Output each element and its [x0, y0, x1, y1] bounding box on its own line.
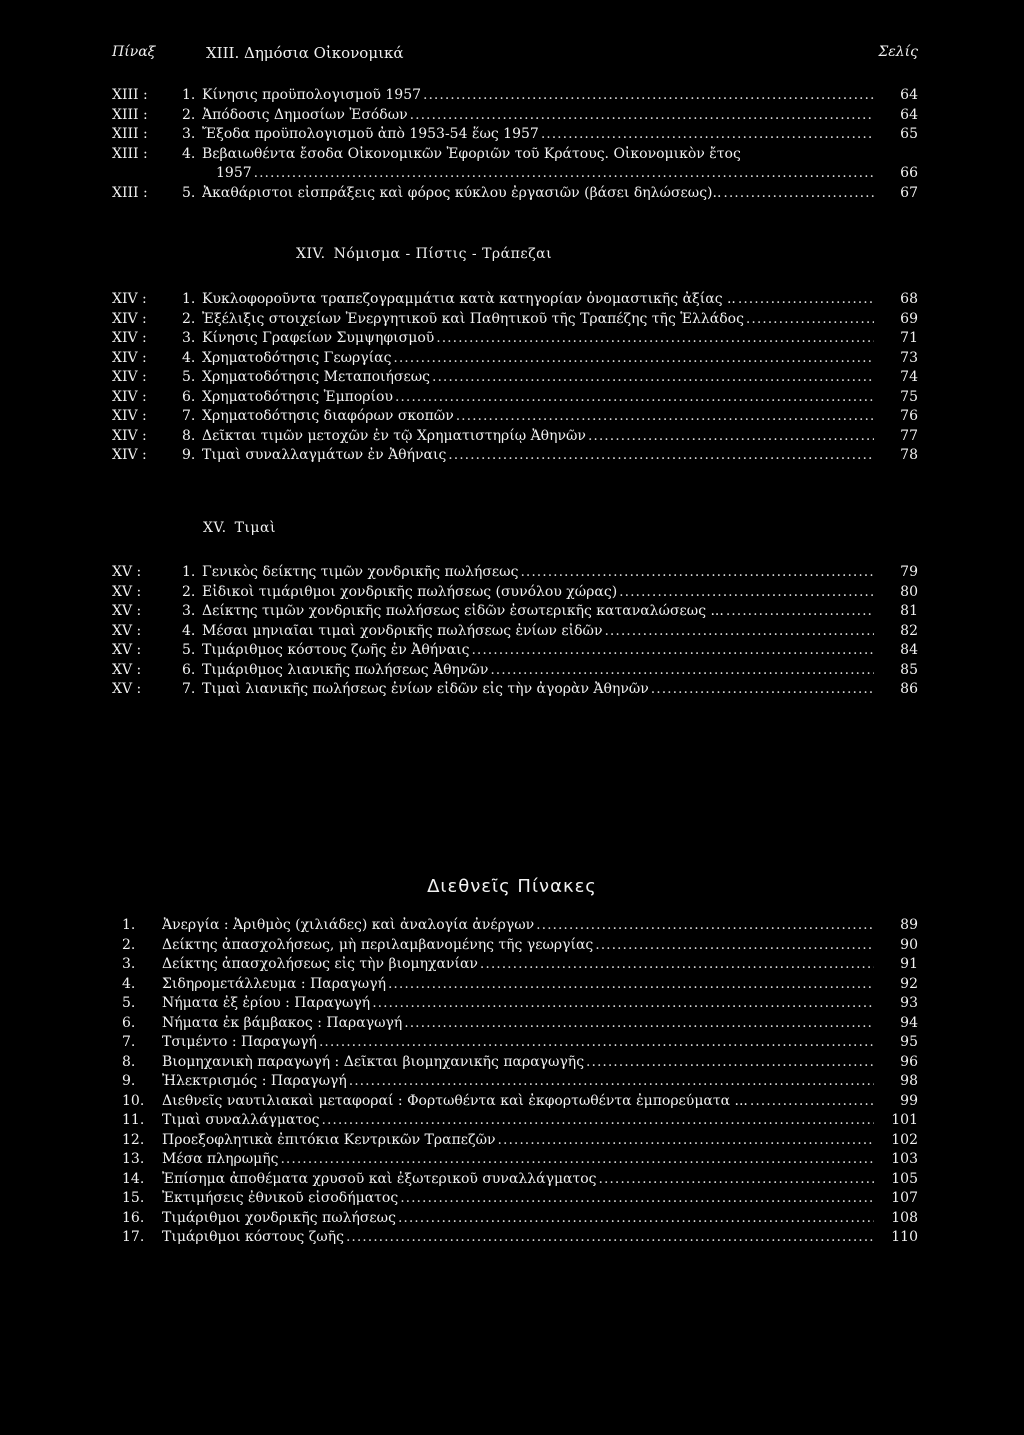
toc-entry — [122, 1111, 918, 1131]
entry-title: Τιμάριθμοι κόστους ζωῆς — [162, 1229, 344, 1245]
entry-number: 3. — [182, 126, 196, 142]
entry-page-number: 82 — [900, 622, 918, 639]
toc-entry — [112, 641, 918, 661]
toc-entry — [122, 1072, 918, 1092]
toc-entry — [112, 310, 918, 330]
section-xiv-heading: Νόμισμα - Πίστις - Τράπεζαι — [333, 246, 553, 262]
entry-page-number: 66 — [900, 165, 918, 181]
page-header — [112, 44, 918, 68]
dot-leader — [586, 1053, 874, 1072]
section-xiv-number: XIV. — [296, 246, 326, 262]
entry-title: Ἠλεκτρισμός : Παραγωγή — [162, 1073, 347, 1089]
entry-body — [216, 164, 874, 183]
entry-page-number: 102 — [891, 1131, 918, 1148]
entry-page-number: 90 — [900, 936, 918, 953]
section-xiv-list — [112, 290, 918, 466]
entry-number: 1. — [182, 291, 196, 307]
toc-entry — [112, 329, 918, 349]
entry-page-number: 110 — [891, 1229, 918, 1245]
entry-body — [162, 1170, 874, 1189]
entry-number: 6. — [122, 1014, 136, 1031]
entry-title: Εἰδικοὶ τιμάριθμοι χονδρικῆς πωλήσεως (συνόλου χώρας) — [202, 583, 618, 600]
entry-number: 9. — [122, 1073, 136, 1089]
toc-entry — [122, 1150, 918, 1170]
entry-number: 17. — [122, 1229, 145, 1245]
toc-entry — [122, 1131, 918, 1151]
entry-body — [202, 407, 874, 426]
entry-page-number: 73 — [900, 349, 918, 366]
toc-entry — [122, 1092, 918, 1112]
entry-page-number: 94 — [900, 1014, 918, 1031]
entry-body — [162, 975, 874, 994]
dot-leader — [750, 1092, 874, 1111]
dot-leader — [498, 1131, 874, 1150]
entry-page-number: 107 — [891, 1190, 918, 1206]
dot-leader — [395, 388, 874, 407]
toc-entry — [112, 583, 918, 603]
table-code: XIII : — [112, 87, 148, 103]
toc-entry — [122, 1014, 918, 1034]
entry-title: Ἐπίσημα ἀποθέματα χρυσοῦ καὶ ἐξωτερικοῦ συναλλάγματος — [162, 1170, 597, 1187]
dot-leader — [372, 994, 874, 1013]
entry-title: Ἀκαθάριστοι εἰσπράξεις καὶ φόρος κύκλου ἐργασιῶν (βάσει δηλώσεως).. — [202, 184, 722, 201]
toc-entry — [122, 1053, 918, 1073]
entry-title: Τιμάριθμος λιανικῆς πωλήσεως Ἀθηνῶν — [202, 661, 489, 678]
dot-leader — [604, 622, 874, 641]
toc-entry — [112, 602, 918, 622]
dot-leader — [536, 916, 874, 935]
entry-title: Μέσα πληρωμῆς — [162, 1151, 279, 1167]
toc-entry — [112, 106, 918, 126]
entry-title: Δείκτης ἀπασχολήσεως, μὴ περιλαμβανομένης τῆς γεωργίας — [162, 936, 594, 953]
entry-body — [162, 994, 874, 1013]
dot-leader — [319, 1033, 874, 1052]
header-table-label: Πίναξ — [112, 44, 156, 60]
entry-title: Τιμαὶ συναλλάγματος — [162, 1112, 320, 1128]
dot-leader — [432, 368, 874, 387]
dot-leader — [393, 349, 874, 368]
entry-body — [202, 641, 874, 660]
entry-page-number: 64 — [900, 106, 918, 123]
entry-page-number: 71 — [900, 330, 918, 346]
toc-entry — [112, 184, 918, 204]
dot-leader — [280, 1150, 874, 1169]
entry-title: Τσιμέντο : Παραγωγή — [162, 1034, 317, 1050]
toc-entry — [122, 916, 918, 936]
entry-body — [162, 1111, 874, 1130]
dot-leader — [398, 1209, 874, 1228]
entry-page-number: 95 — [900, 1034, 918, 1050]
dot-leader — [254, 164, 874, 183]
entry-number: 15. — [122, 1190, 145, 1206]
toc-entry — [112, 86, 918, 106]
dot-leader — [471, 641, 874, 660]
header-page-label: Σελίς — [878, 44, 918, 60]
table-code: XV : — [112, 661, 142, 678]
dot-leader — [595, 936, 874, 955]
entry-title: Ἀπόδοσις Δημοσίων Ἐσόδων — [202, 106, 408, 123]
entry-number: 7. — [122, 1034, 136, 1050]
entry-page-number: 99 — [900, 1092, 918, 1109]
entry-title: Μέσαι μηνιαῖαι τιμαὶ χονδρικῆς πωλήσεως ἐνίων εἰδῶν — [202, 622, 603, 639]
entry-page-number: 65 — [900, 126, 918, 142]
entry-page-number: 74 — [900, 369, 918, 385]
entry-number: 16. — [122, 1209, 145, 1226]
dot-leader — [619, 583, 874, 602]
entry-title: Δείκτης τιμῶν χονδρικῆς πωλήσεως εἰδῶν ἐσωτερικῆς καταναλώσεως ... — [202, 603, 724, 619]
table-code: XV : — [112, 603, 142, 619]
entry-body — [202, 290, 874, 309]
entry-page-number: 93 — [900, 995, 918, 1011]
entry-body — [162, 1209, 874, 1228]
entry-body — [202, 388, 874, 407]
entry-body — [202, 446, 874, 465]
entry-body — [162, 1131, 874, 1150]
entry-number: 5. — [182, 184, 196, 201]
entry-number: 4. — [182, 145, 196, 162]
entry-number: 4. — [182, 349, 196, 366]
table-code: XIV : — [112, 408, 147, 424]
entry-number: 6. — [182, 388, 196, 405]
entry-title: Σιδηρομετάλλευμα : Παραγωγή — [162, 975, 386, 992]
table-code: XIV : — [112, 349, 147, 366]
toc-entry — [112, 125, 918, 145]
entry-number: 3. — [182, 603, 196, 619]
entry-body — [202, 661, 874, 680]
toc-entry — [112, 368, 918, 388]
entry-title: Ἔξοδα προϋπολογισμοῦ ἀπὸ 1953-54 ἕως 1957 — [202, 126, 539, 142]
entry-body — [202, 368, 874, 387]
table-code: XIV : — [112, 447, 147, 463]
entry-body — [202, 680, 874, 699]
entry-title: Χρηματοδότησις Ἐμπορίου — [202, 388, 393, 405]
entry-title: Βεβαιωθέντα ἔσοδα Οἰκονομικῶν Ἐφοριῶν τοῦ Κράτους. Οἰκονομικὸν ἔτος — [202, 145, 741, 162]
table-code: XIII : — [112, 126, 148, 142]
entry-body — [202, 349, 874, 368]
table-code: XIV : — [112, 388, 147, 405]
dot-leader — [388, 975, 874, 994]
entry-number: 7. — [182, 408, 196, 424]
entry-page-number: 92 — [900, 975, 918, 992]
entry-body — [162, 1092, 874, 1111]
table-code: XIV : — [112, 310, 147, 327]
toc-entry — [112, 622, 918, 642]
entry-body — [202, 622, 874, 641]
dot-leader — [346, 1228, 874, 1247]
entry-number: 5. — [182, 369, 196, 385]
dot-leader — [400, 1189, 874, 1208]
section-xv-heading: Τιμαὶ — [234, 520, 276, 536]
entry-body — [202, 563, 874, 582]
entry-body — [162, 936, 874, 955]
toc-entry — [122, 1033, 918, 1053]
entry-page-number: 80 — [900, 583, 918, 600]
table-code: XV : — [112, 583, 142, 600]
dot-leader — [436, 329, 874, 348]
header-section-title: XIII. Δημόσια Οἰκονομικά — [206, 44, 404, 62]
entry-title: Ἐκτιμήσεις ἐθνικοῦ εἰσοδήματος — [162, 1190, 399, 1206]
dot-leader — [456, 407, 874, 426]
toc-entry — [122, 994, 918, 1014]
entry-body — [162, 1228, 874, 1247]
entry-page-number: 76 — [900, 408, 918, 424]
toc-entry — [122, 1228, 918, 1248]
entry-number: 2. — [122, 936, 136, 953]
table-code: XIII : — [112, 106, 148, 123]
entry-page-number: 64 — [900, 87, 918, 103]
toc-entry — [112, 446, 918, 466]
entry-title: Κίνησις προϋπολογισμοῦ 1957 — [202, 87, 422, 103]
toc-entry — [112, 427, 918, 447]
entry-body — [162, 955, 874, 974]
dot-leader — [410, 106, 874, 125]
entry-body — [162, 916, 874, 935]
toc-entry — [122, 1209, 918, 1229]
entry-page-number: 78 — [900, 447, 918, 463]
entry-number: 11. — [122, 1112, 145, 1128]
international-tables-title: Διεθνεῖς Πίνακες — [427, 876, 597, 897]
entry-number: 2. — [182, 310, 196, 327]
entry-body — [202, 427, 874, 446]
entry-number: 12. — [122, 1131, 145, 1148]
entry-body — [202, 145, 874, 164]
entry-page-number: 75 — [900, 388, 918, 405]
entry-number: 13. — [122, 1151, 145, 1167]
dot-leader — [322, 1111, 875, 1130]
entry-body — [202, 184, 874, 203]
entry-number: 3. — [122, 956, 136, 972]
entry-title: Βιομηχανικὴ παραγωγή : Δεῖκται βιομηχανικῆς παραγωγῆς — [162, 1053, 585, 1070]
entry-page-number: 105 — [891, 1170, 918, 1187]
entry-title: Κίνησις Γραφείων Συμψηφισμοῦ — [202, 330, 435, 346]
entry-body — [202, 583, 874, 602]
entry-number: 10. — [122, 1092, 145, 1109]
dot-leader — [404, 1014, 874, 1033]
entry-number: 8. — [122, 1053, 136, 1070]
entry-page-number: 98 — [900, 1073, 918, 1089]
entry-number: 3. — [182, 330, 196, 346]
table-code: XV : — [112, 564, 142, 580]
entry-page-number: 77 — [900, 427, 918, 444]
section-xiv-title — [296, 246, 552, 262]
toc-entry — [112, 563, 918, 583]
toc-entry — [112, 290, 918, 310]
entry-body — [202, 329, 874, 348]
toc-entry — [122, 975, 918, 995]
table-code: XIV : — [112, 427, 147, 444]
table-code: XIV : — [112, 330, 147, 346]
entry-body — [162, 1053, 874, 1072]
entry-number: 1. — [182, 87, 196, 103]
dot-leader — [599, 1170, 874, 1189]
dot-leader — [480, 955, 874, 974]
entry-page-number: 81 — [900, 603, 918, 619]
toc-entry — [112, 680, 918, 700]
dot-leader — [738, 290, 874, 309]
dot-leader — [651, 680, 874, 699]
entry-body — [162, 1072, 874, 1091]
entry-title: Προεξοφλητικὰ ἐπιτόκια Κεντρικῶν Τραπεζῶν — [162, 1131, 496, 1148]
entry-page-number: 108 — [891, 1209, 918, 1226]
entry-number: 8. — [182, 427, 196, 444]
entry-page-number: 91 — [900, 956, 918, 972]
entry-body — [162, 1033, 874, 1052]
entry-body — [202, 106, 874, 125]
entry-body — [202, 125, 874, 144]
entry-number: 9. — [182, 447, 196, 463]
entry-number: 5. — [122, 995, 136, 1011]
section-xv-list — [112, 563, 918, 700]
entry-page-number: 89 — [900, 917, 918, 933]
dot-leader — [746, 310, 874, 329]
entry-title: Νήματα ἐκ βάμβακος : Παραγωγή — [162, 1014, 403, 1031]
section-xv-number: XV. — [203, 520, 227, 536]
entry-title: Ἐξέλιξις στοιχείων Ἐνεργητικοῦ καὶ Παθητικοῦ τῆς Τραπέζης τῆς Ἑλλάδος — [202, 310, 744, 327]
dot-leader — [448, 446, 874, 465]
entry-title: 1957 — [216, 165, 252, 181]
entry-page-number: 103 — [891, 1151, 918, 1167]
dot-leader — [723, 184, 874, 203]
dot-leader — [490, 661, 874, 680]
entry-page-number: 68 — [900, 291, 918, 307]
toc-entry — [122, 936, 918, 956]
entry-body — [162, 1014, 874, 1033]
toc-entry — [122, 1170, 918, 1190]
entry-title: Χρηματοδότησις Γεωργίας — [202, 349, 392, 366]
dot-leader — [520, 563, 874, 582]
entry-title: Δείκτης ἀπασχολήσεως εἰς τὴν βιομηχανίαν — [162, 956, 478, 972]
entry-title: Διεθνεῖς ναυτιλιακαὶ μεταφοραί : Φορτωθέντα καὶ ἐκφορτωθέντα ἐμπορεύματα ... — [162, 1092, 748, 1109]
entry-title: Δεῖκται τιμῶν μετοχῶν ἐν τῷ Χρηματιστηρίῳ Ἀθηνῶν — [202, 427, 586, 444]
entry-title: Χρηματοδότησις διαφόρων σκοπῶν — [202, 408, 454, 424]
entry-title: Τιμαὶ συναλλαγμάτων ἐν Ἀθήναις — [202, 447, 447, 463]
entry-number: 4. — [122, 975, 136, 992]
entry-page-number: 69 — [900, 310, 918, 327]
entry-body — [202, 310, 874, 329]
entry-title: Ἀνεργία : Ἀριθμὸς (χιλιάδες) καὶ ἀναλογία ἀνέργων — [162, 917, 535, 933]
table-code: XIV : — [112, 291, 147, 307]
entry-number: 14. — [122, 1170, 145, 1187]
entry-number: 1. — [182, 564, 196, 580]
entry-number: 5. — [182, 642, 196, 658]
table-code: XV : — [112, 622, 142, 639]
entry-body — [202, 86, 874, 105]
entry-page-number: 79 — [900, 564, 918, 580]
entry-page-number: 96 — [900, 1053, 918, 1070]
entry-number: 2. — [182, 106, 196, 123]
table-code: XIII : — [112, 184, 148, 201]
dot-leader — [423, 86, 874, 105]
toc-entry — [122, 955, 918, 975]
toc-entry — [112, 349, 918, 369]
toc-entry — [112, 407, 918, 427]
entry-title: Νήματα ἐξ ἐρίου : Παραγωγή — [162, 995, 371, 1011]
entry-page-number: 84 — [900, 642, 918, 658]
entry-page-number: 101 — [891, 1112, 918, 1128]
entry-body — [162, 1150, 874, 1169]
dot-leader — [726, 602, 874, 621]
entry-number: 6. — [182, 661, 196, 678]
entry-page-number: 85 — [900, 661, 918, 678]
dot-leader — [588, 427, 874, 446]
entry-title: Τιμάριθμος κόστους ζωῆς ἐν Ἀθήναις — [202, 642, 470, 658]
entry-body — [202, 602, 874, 621]
section-xiii-list — [112, 86, 918, 203]
table-code: XIII : — [112, 145, 148, 162]
entry-title: Τιμάριθμοι χονδρικῆς πωλήσεως — [162, 1209, 396, 1226]
toc-entry — [122, 1189, 918, 1209]
entry-number: 4. — [182, 622, 196, 639]
entry-title: Γενικὸς δείκτης τιμῶν χονδρικῆς πωλήσεως — [202, 564, 519, 580]
table-code: XIV : — [112, 369, 147, 385]
dot-leader — [541, 125, 874, 144]
toc-entry — [112, 661, 918, 681]
entry-page-number: 86 — [900, 681, 918, 697]
entry-number: 1. — [122, 917, 136, 933]
entry-body — [162, 1189, 874, 1208]
international-tables-list — [122, 916, 918, 1248]
entry-title: Χρηματοδότησις Μεταποιήσεως — [202, 369, 430, 385]
table-code: XV : — [112, 681, 142, 697]
toc-entry — [112, 388, 918, 408]
toc-entry — [112, 164, 918, 184]
table-code: XV : — [112, 642, 142, 658]
entry-title: Κυκλοφοροῦντα τραπεζογραμμάτια κατὰ κατηγορίαν ὀνομαστικῆς ἀξίας .. — [202, 291, 736, 307]
section-xv-title — [203, 520, 276, 536]
entry-page-number: 67 — [900, 184, 918, 201]
toc-entry — [112, 145, 918, 165]
entry-number: 7. — [182, 681, 196, 697]
entry-number: 2. — [182, 583, 196, 600]
entry-title: Τιμαὶ λιανικῆς πωλήσεως ἐνίων εἰδῶν εἰς τὴν ἀγορὰν Ἀθηνῶν — [202, 681, 649, 697]
dot-leader — [349, 1072, 874, 1091]
